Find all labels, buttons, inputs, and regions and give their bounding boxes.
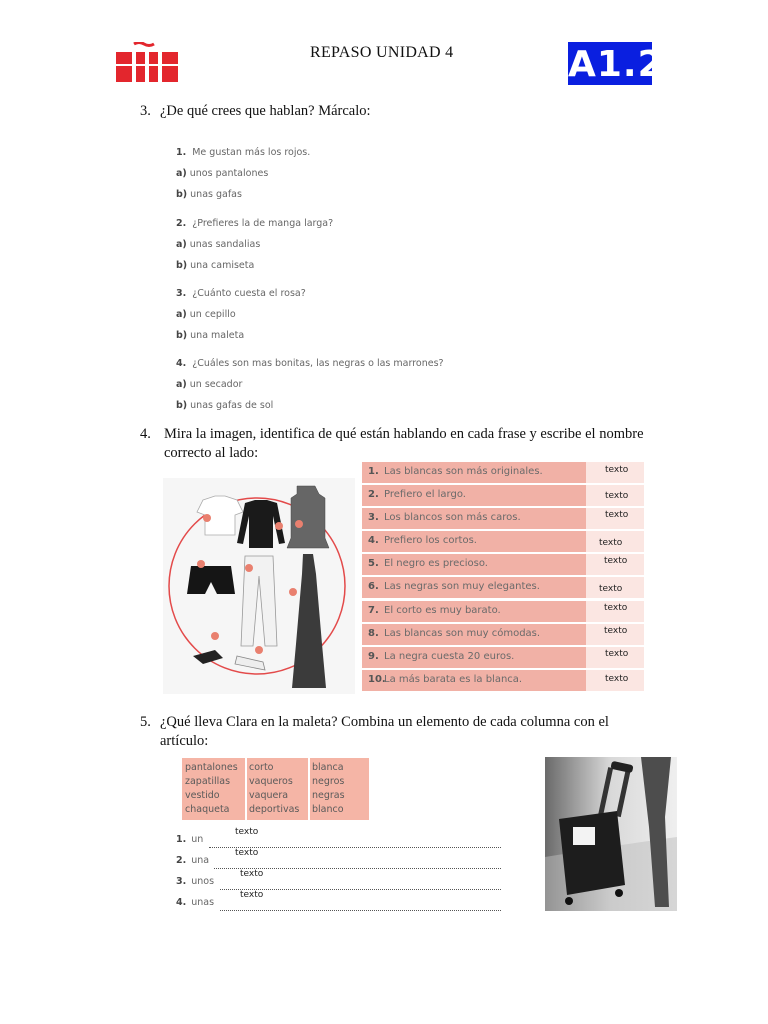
sentence-number: 1. [368, 466, 379, 477]
option-b-label: b) [176, 400, 188, 411]
answer-text[interactable]: texto [604, 625, 628, 636]
option-b-label: b) [176, 189, 188, 200]
answer-field[interactable] [586, 554, 644, 575]
denim-dress-icon [287, 486, 329, 548]
option-b-text: unas gafas de sol [190, 400, 274, 411]
answer-field[interactable] [586, 601, 644, 622]
sentence-number: 7. [368, 604, 379, 616]
fill-line [176, 890, 501, 911]
sentence-row [362, 554, 644, 575]
long-dress-grey-icon [292, 554, 326, 688]
item-question-text: ¿Cuánto cuesta el rosa? [192, 288, 306, 299]
option-a[interactable] [176, 379, 242, 390]
option-question [176, 218, 333, 229]
clothes-illustration [163, 478, 355, 694]
option-a-text: un secador [189, 379, 243, 390]
option-question [176, 358, 444, 369]
answer-field[interactable] [586, 531, 644, 552]
question-4-prompt: 4. Mira la imagen, identifica de qué están hablando en cada frase y escribe el nombre correcto al lado: [140, 426, 644, 461]
option-b-text: una maleta [190, 330, 245, 341]
option-b-label: b) [176, 330, 188, 341]
word-item: chaqueta [185, 804, 230, 815]
sandals-black-icon [193, 650, 223, 664]
sentence-row [362, 462, 644, 483]
word-item: negras [312, 790, 345, 801]
answer-field[interactable] [586, 577, 644, 598]
option-a-label: a) [176, 239, 187, 250]
answer-text[interactable]: texto [240, 890, 264, 900]
answer-field[interactable] [586, 647, 644, 668]
answer-field[interactable] [586, 624, 644, 645]
sentence-number: 9. [368, 650, 379, 662]
answer-text[interactable]: texto [605, 648, 629, 659]
sentence-number: 4. [368, 535, 379, 547]
option-a-label: a) [176, 379, 187, 390]
sentence-row [362, 601, 644, 622]
answer-text[interactable]: texto [604, 602, 628, 613]
sentence-text: Prefiero los cortos. [384, 535, 477, 547]
sentence-table [362, 462, 644, 693]
sentence-row [362, 624, 644, 645]
sentence-text: Las negras son muy elegantes. [384, 581, 540, 593]
option-question [176, 288, 306, 299]
word-column-3 [312, 761, 345, 817]
option-question [176, 147, 310, 158]
item-number: 2. [176, 218, 187, 229]
sentence-number: 6. [368, 581, 379, 593]
sentence-text: Los blancos son más caros. [384, 512, 521, 524]
sentence-text: La negra cuesta 20 euros. [384, 650, 515, 662]
answer-text[interactable]: texto [235, 848, 259, 858]
question-number: 5. [140, 714, 151, 730]
option-a-text: unas sandalias [189, 239, 261, 250]
question-number: 4. [140, 426, 151, 442]
sentence-number: 10. [368, 673, 386, 685]
item-number: 3. [176, 288, 187, 299]
answer-field[interactable] [586, 462, 644, 483]
line-number: 4. [176, 897, 187, 908]
sentence-text: Las blancas son más originales. [384, 466, 543, 477]
item-number: 1. [176, 147, 187, 158]
shorts-black-icon [187, 566, 235, 594]
answer-text[interactable]: texto [605, 491, 629, 502]
answer-text[interactable]: texto [240, 869, 264, 879]
question-5-prompt: 5. ¿Qué lleva Clara en la maleta? Combina un elemento de cada columna con el artículo: [140, 714, 609, 749]
sentence-text: La más barata es la blanca. [384, 673, 523, 685]
answer-text[interactable]: texto [604, 556, 628, 567]
option-b-text: una camiseta [190, 260, 255, 271]
sentence-text: Las blancas son muy cómodas. [384, 627, 541, 639]
sentence-text: El negro es precioso. [384, 558, 488, 570]
word-item: corto [249, 762, 274, 773]
answer-field[interactable] [586, 508, 644, 529]
sandals-white-icon [235, 656, 265, 670]
item-question-text: Me gustan más los rojos. [192, 147, 311, 158]
item-number: 4. [176, 358, 187, 369]
answer-text[interactable]: texto [605, 510, 629, 521]
option-a[interactable] [176, 309, 236, 320]
fill-line [176, 827, 501, 848]
word-item: negros [312, 776, 345, 787]
option-a[interactable] [176, 168, 268, 179]
line-number: 1. [176, 834, 187, 845]
word-item: zapatillas [185, 776, 231, 787]
word-item: blanco [312, 804, 344, 815]
word-item: blanca [312, 762, 344, 773]
word-item: pantalones [185, 762, 238, 773]
word-item: vestido [185, 790, 220, 801]
line-number: 3. [176, 876, 187, 887]
option-a-label: a) [176, 309, 187, 320]
sentence-row [362, 670, 644, 691]
item-question-text: ¿Prefieres la de manga larga? [192, 218, 334, 229]
option-b[interactable] [176, 260, 254, 271]
question-number: 3. [140, 103, 151, 119]
word-item: vaquera [249, 790, 289, 801]
option-b-label: b) [176, 260, 188, 271]
option-a-text: un cepillo [189, 309, 236, 320]
answer-field[interactable] [586, 485, 644, 506]
fill-line [176, 869, 501, 890]
article-text: unas [191, 897, 215, 908]
word-item: deportivas [249, 804, 300, 815]
fill-line [176, 848, 501, 869]
sentence-text: Prefiero el largo. [384, 489, 466, 501]
page-title: REPASO UNIDAD 4 [310, 44, 454, 61]
word-columns-table [182, 758, 369, 820]
option-b-text: unas gafas [190, 189, 242, 200]
line-number: 2. [176, 855, 187, 866]
sentence-row [362, 647, 644, 668]
question-3-prompt: 3. ¿De qué crees que hablan? Márcalo: [140, 103, 371, 119]
instituto-cervantes-logo [116, 42, 178, 82]
option-a-label: a) [176, 168, 187, 179]
sentence-number: 8. [368, 627, 379, 639]
level-badge: A1.2 [568, 44, 664, 85]
answer-text[interactable]: texto [235, 827, 259, 837]
rolling-suitcase-photo [545, 757, 677, 911]
option-a-text: unos pantalones [189, 168, 269, 179]
answer-text[interactable]: texto [605, 465, 629, 475]
answer-field[interactable] [586, 670, 644, 691]
answer-text[interactable]: texto [599, 538, 623, 549]
answer-text[interactable]: texto [605, 673, 629, 684]
answer-text[interactable]: texto [599, 584, 623, 595]
option-b[interactable] [176, 400, 273, 411]
sentence-number: 2. [368, 489, 379, 501]
sentence-row [362, 508, 644, 529]
option-b[interactable] [176, 330, 244, 341]
item-question-text: ¿Cuáles son mas bonitas, las negras o las marrones? [192, 358, 444, 369]
option-b[interactable] [176, 189, 242, 200]
answer-line[interactable] [220, 910, 501, 911]
article-text: una [191, 855, 210, 866]
option-a[interactable] [176, 239, 260, 250]
sentence-row [362, 531, 644, 552]
sentence-number: 3. [368, 512, 379, 524]
word-item: vaqueros [249, 776, 293, 787]
sentence-row [362, 485, 644, 506]
article-text: unos [191, 876, 215, 887]
sentence-number: 5. [368, 558, 379, 570]
sentence-text: El corto es muy barato. [384, 604, 501, 616]
word-column-2 [249, 761, 299, 817]
sentence-row [362, 577, 644, 598]
word-column-1 [185, 761, 238, 817]
article-text: un [191, 834, 204, 845]
